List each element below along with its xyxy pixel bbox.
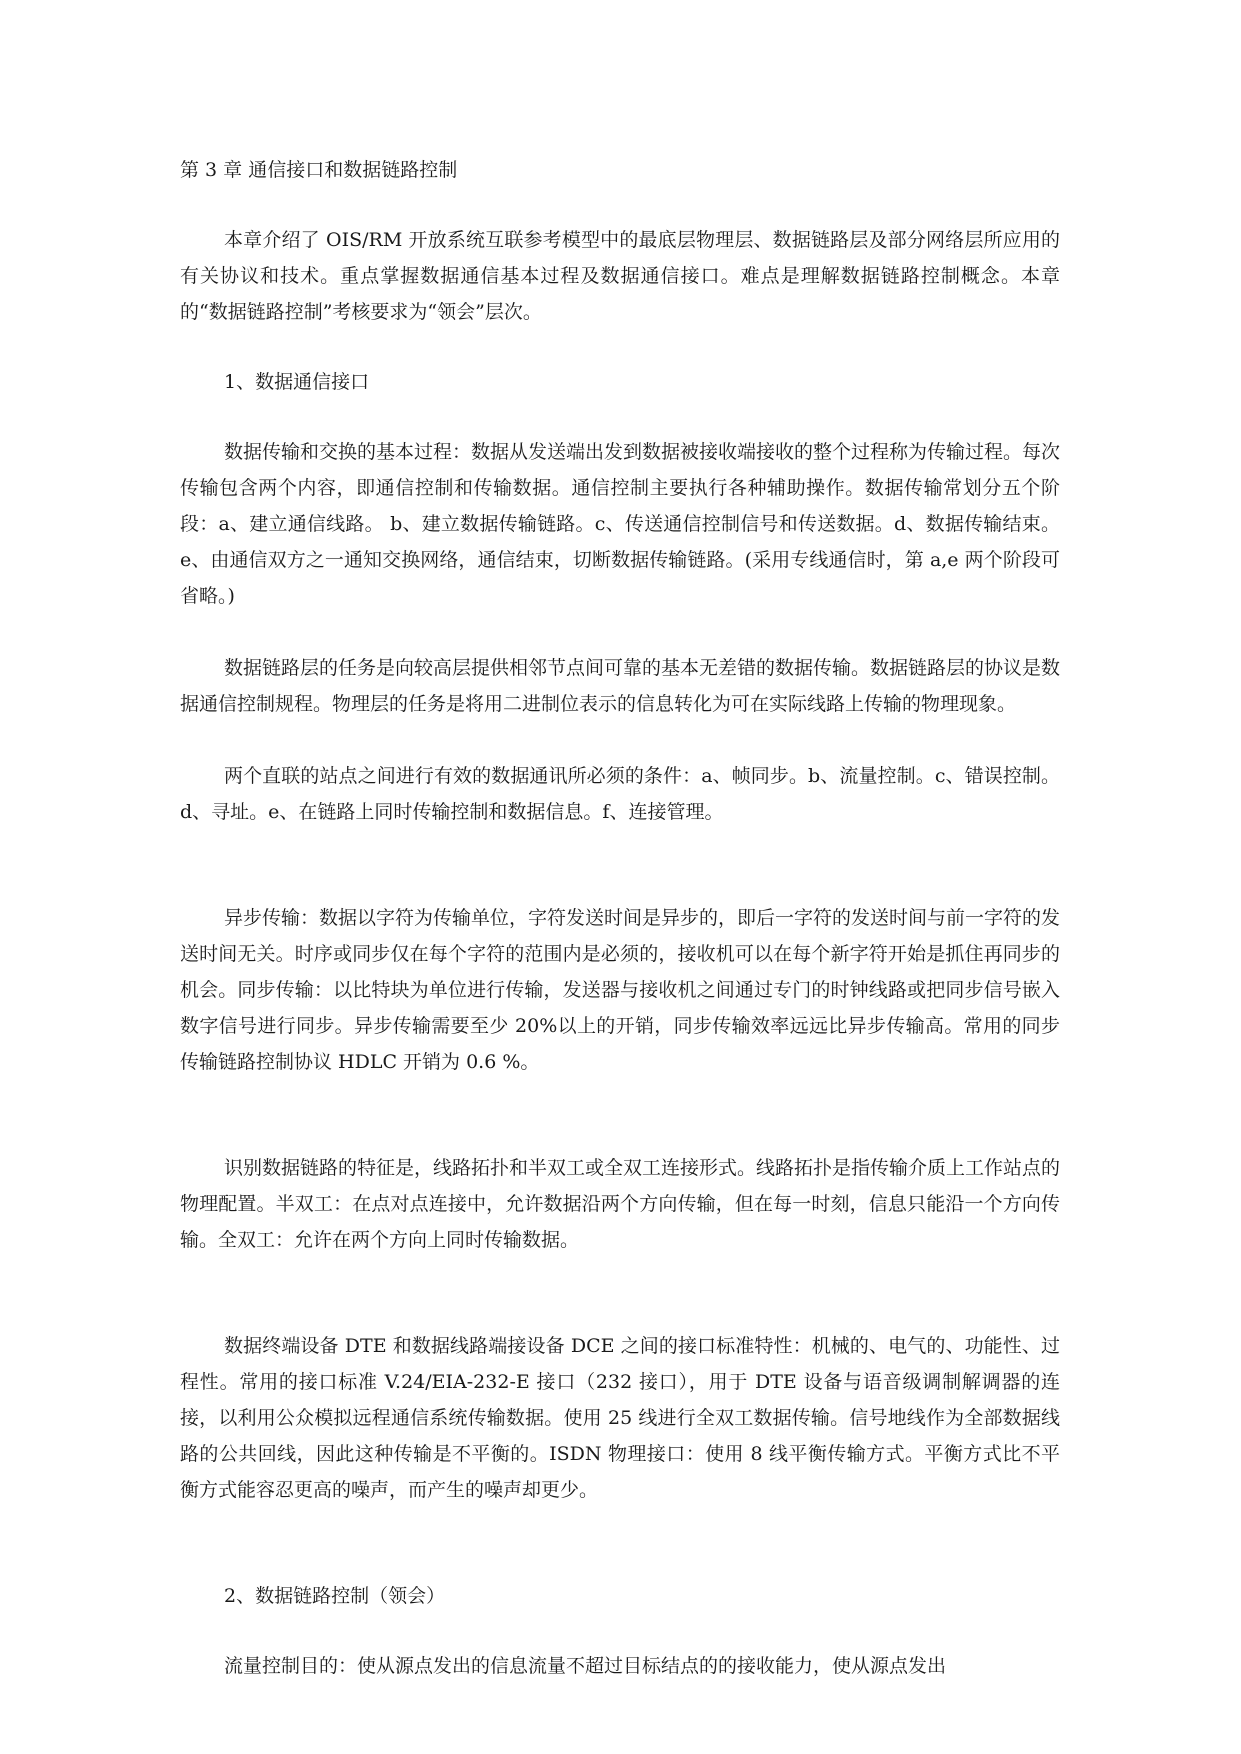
paragraph-async-sync: 异步传输：数据以字符为传输单位，字符发送时间是异步的，即后一字符的发送时间与前一字符的发送时间无关。时序或同步仅在每个字符的范围内是必须的，接收机可以在每个新字符开始是抓住再同步的机会。同步传输：以比特块为单位进行传输，发送器与接收机之间通过专门的时钟线路或把同步信号嵌入数字信号进行同步。异步传输需要至少 20%以上的开销，同步传输效率远远比异步传输高。常用的同步传输链路控制协议 HDLC 开销为 0.6 %。 bbox=[180, 907, 1061, 1073]
paragraph-datalink-task: 数据链路层的任务是向较高层提供相邻节点间可靠的基本无差错的数据传输。数据链路层的协议是数据通信控制规程。物理层的任务是将用二进制位表示的信息转化为可在实际线路上传输的物理现象。 bbox=[180, 657, 1061, 715]
paragraph-conditions: 两个直联的站点之间进行有效的数据通讯所必须的条件：a、帧同步。b、流量控制。c、错误控制。d、寻址。e、在链路上同时传输控制和数据信息。f、连接管理。 bbox=[180, 765, 1060, 823]
section-2-heading: 2、数据链路控制（领会） bbox=[224, 1585, 446, 1607]
section-1-heading: 1、数据通信接口 bbox=[224, 371, 370, 393]
paragraph-basic-process: 数据传输和交换的基本过程：数据从发送端出发到数据被接收端接收的整个过程称为传输过程。每次传输包含两个内容，即通信控制和传输数据。通信控制主要执行各种辅助操作。数据传输常划分五个阶段：a、建立通信线路。 b、建立数据传输链路。c、传送通信控制信号和传送数据。d、数据传输结束。e、由通信双方之一通知交换网络，通信结束，切断数据传输链路。(采用专线通信时，第 a,e 两个阶段可省略。) bbox=[180, 441, 1061, 607]
paragraph-identify-datalink: 识别数据链路的特征是，线路拓扑和半双工或全双工连接形式。线路拓扑是指传输介质上工作站点的物理配置。半双工：在点对点连接中，允许数据沿两个方向传输，但在每一时刻，信息只能沿一个方向传输。全双工：允许在两个方向上同时传输数据。 bbox=[180, 1157, 1061, 1251]
paragraph-interface-standard: 数据终端设备 DTE 和数据线路端接设备 DCE 之间的接口标准特性：机械的、电气的、功能性、过程性。常用的接口标准 V.24/EIA-232-E 接口（232 接口），用于 DTE 设备与语音级调制解调器的连接，以利用公众模拟远程通信系统传输数据。使用 25 线进行全双工数据传输。信号地线作为全部数据线路的公共回线，因此这种传输是不平衡的。ISDN 物理接口：使用 8 线平衡传输方式。平衡方式比不平衡方式能容忍更高的噪声，而产生的噪声却更少。 bbox=[180, 1335, 1060, 1501]
document-body bbox=[180, 152, 1060, 1684]
paragraph-flow-control: 流量控制目的：使从源点发出的信息流量不超过目标结点的的接收能力，使从源点发出 bbox=[224, 1655, 947, 1677]
intro-paragraph: 本章介绍了 OIS/RM 开放系统互联参考模型中的最底层物理层、数据链路层及部分网络层所应用的有关协议和技术。重点掌握数据通信基本过程及数据通信接口。难点是理解数据链路控制概念。本章的“数据链路控制”考核要求为“领会”层次。 bbox=[180, 229, 1060, 323]
chapter-title: 第 3 章 通信接口和数据链路控制 bbox=[180, 159, 458, 181]
